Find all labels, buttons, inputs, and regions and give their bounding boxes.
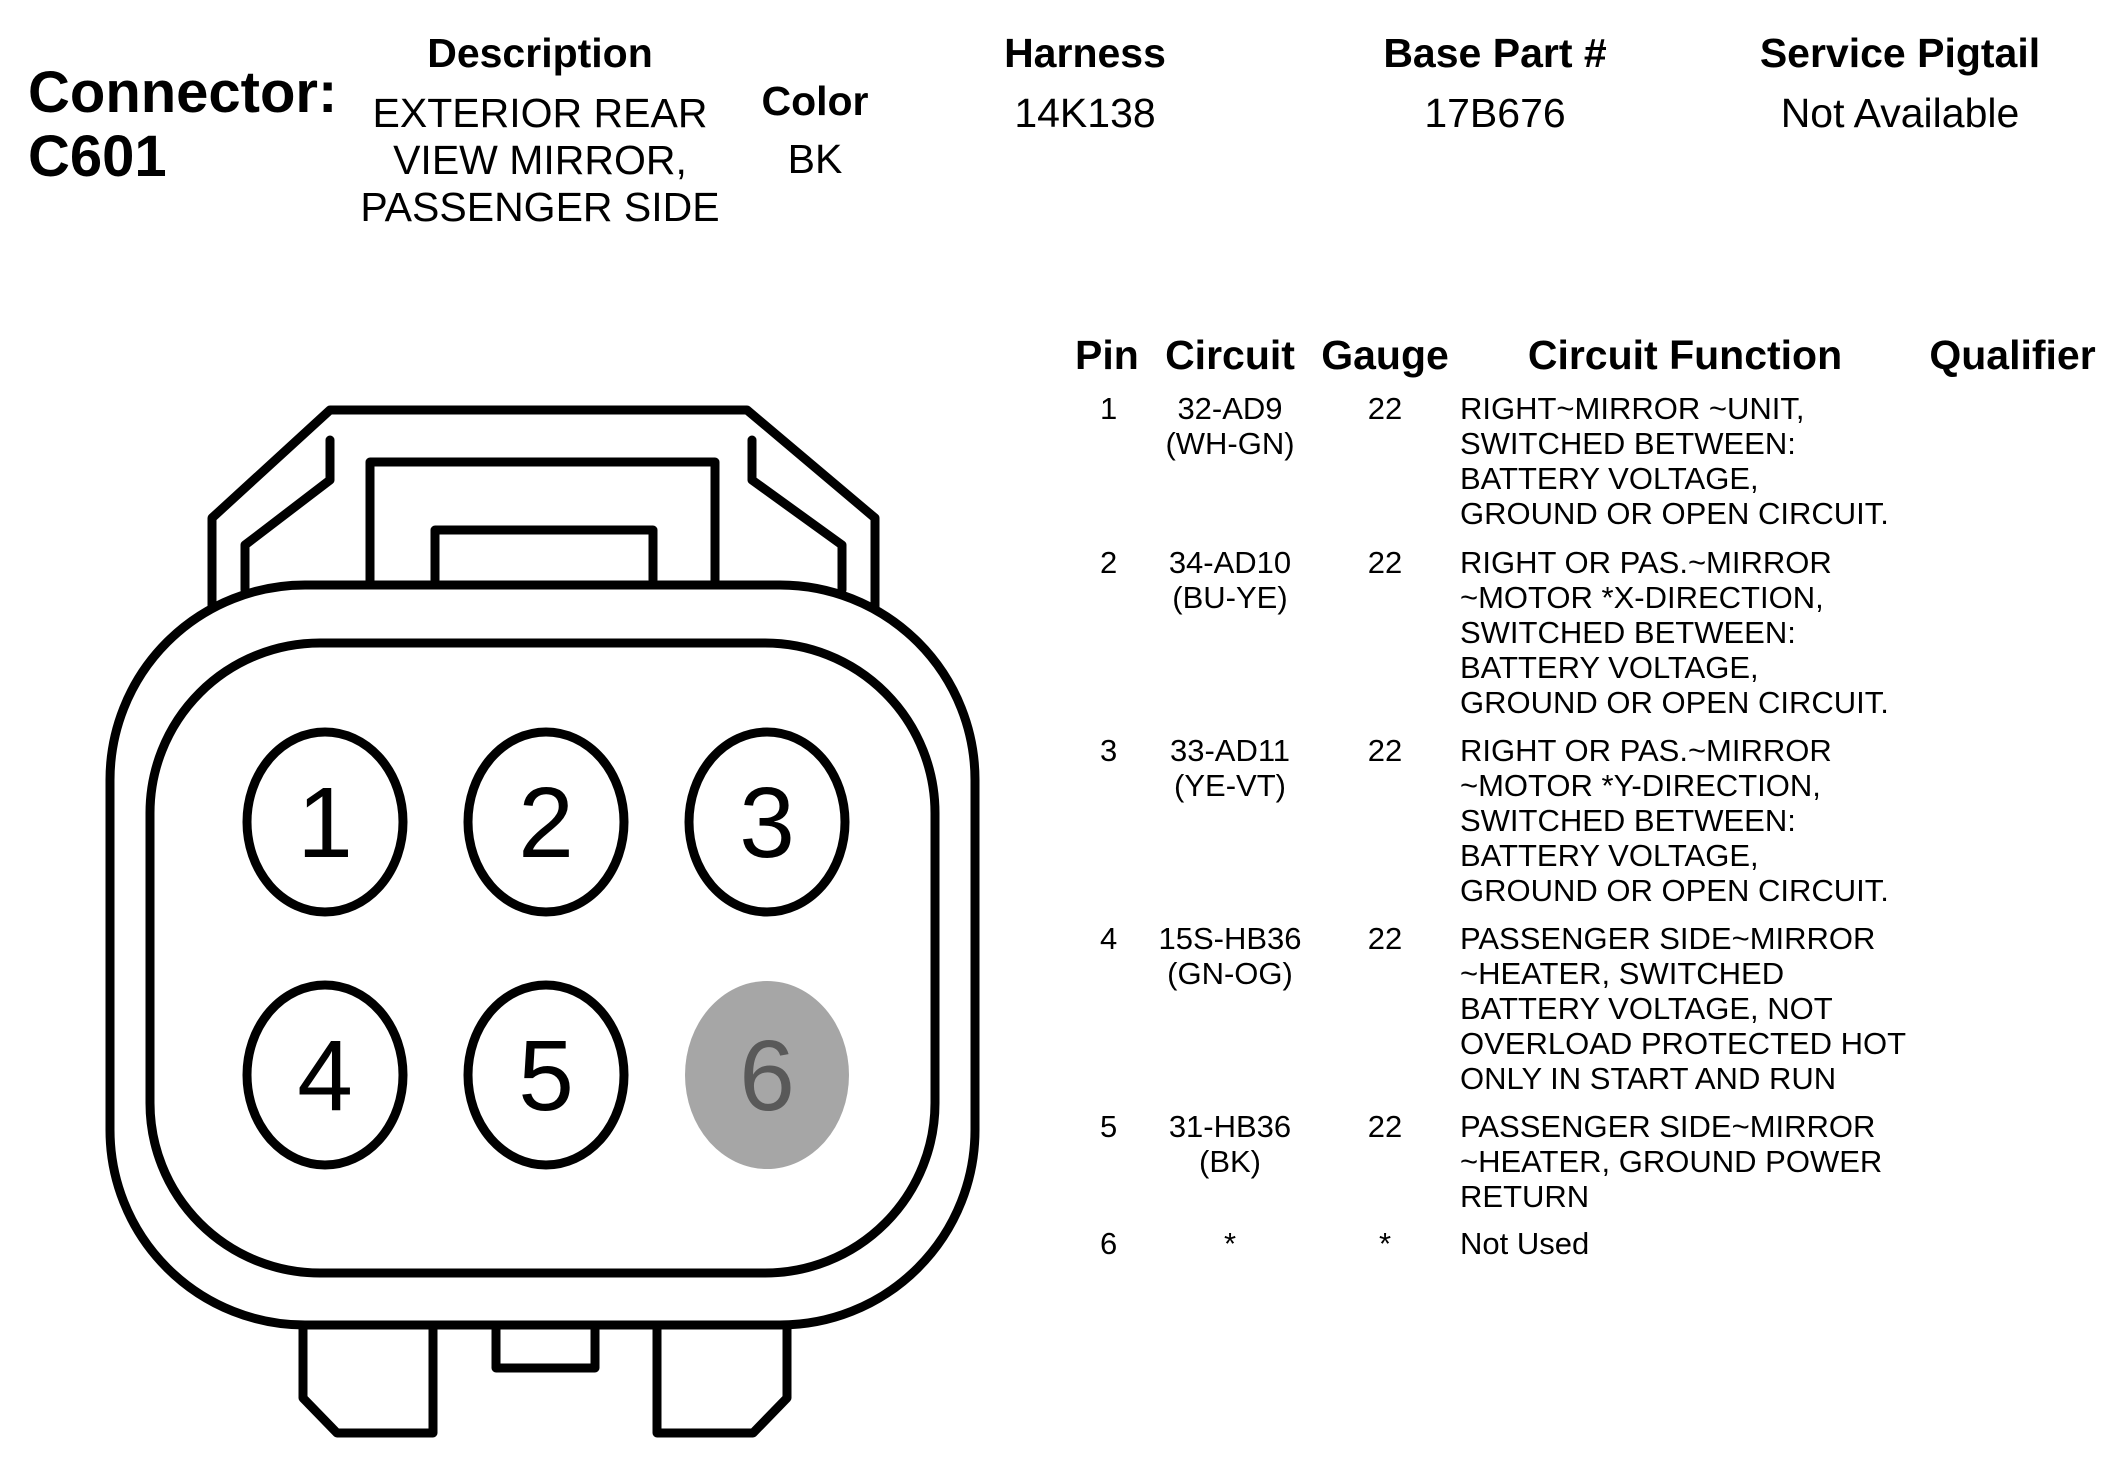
pin-1-label: 1 [297, 767, 353, 879]
latch-outline [212, 410, 875, 610]
circuit-color: (BU-YE) [1172, 580, 1288, 615]
connector-face-diagram [0, 0, 1000, 1480]
service-pigtail-value: Not Available [1780, 90, 2020, 136]
latch-left-wing [245, 440, 330, 590]
function-line: RIGHT OR PAS.~MIRROR [1460, 545, 1832, 580]
circuit-color: (GN-OG) [1167, 956, 1293, 991]
pin-2 [468, 732, 624, 912]
pin-3 [689, 732, 845, 912]
pin-3-label: 3 [739, 767, 795, 879]
circuit-function-cell [1460, 1226, 1589, 1261]
pin-5 [468, 985, 624, 1165]
circuit-color: (WH-GN) [1165, 426, 1295, 461]
function-line: ~MOTOR *X-DIRECTION, [1460, 580, 1824, 615]
pin-1 [247, 732, 403, 912]
circuit-id: * [1223, 1226, 1237, 1261]
circuit-color: (YE-VT) [1174, 768, 1286, 803]
description-label: Description [427, 30, 653, 76]
function-line: PASSENGER SIDE~MIRROR [1460, 1109, 1876, 1144]
function-line: BATTERY VOLTAGE, NOT [1460, 991, 1833, 1026]
base-part-value: 17B676 [1424, 90, 1566, 136]
connector-label: Connector: [28, 60, 338, 125]
circuit-function-cell [1460, 545, 1889, 720]
pin-number: 5 [1100, 1109, 1118, 1144]
base-part-label: Base Part # [1383, 30, 1607, 76]
function-line: PASSENGER SIDE~MIRROR [1460, 921, 1876, 956]
function-line: BATTERY VOLTAGE, [1460, 838, 1759, 873]
circuit-function-cell [1460, 733, 1889, 908]
circuit-id: 33-AD11 [1169, 733, 1291, 768]
color-label: Color [761, 78, 869, 124]
column-header-gauge: Gauge [1321, 332, 1449, 378]
function-line: GROUND OR OPEN CIRCUIT. [1460, 496, 1889, 531]
pin-number: 1 [1100, 391, 1118, 426]
gauge-cell: 22 [1367, 545, 1403, 580]
column-header-circuit: Circuit [1165, 332, 1295, 378]
pin-number: 3 [1100, 733, 1118, 768]
column-header-qualifier: Qualifier [1929, 332, 2096, 378]
circuit-color: (BK) [1199, 1144, 1261, 1179]
function-line: SWITCHED BETWEEN: [1460, 426, 1796, 461]
circuit-cell [1150, 733, 1310, 803]
pin-6-unused [685, 981, 849, 1169]
circuit-function-cell [1460, 921, 1906, 1096]
circuit-id: 34-AD10 [1168, 545, 1292, 580]
function-line: SWITCHED BETWEEN: [1460, 615, 1796, 650]
latch-tab [435, 530, 653, 580]
function-line: RIGHT~MIRROR ~UNIT, [1460, 391, 1805, 426]
connector-id: C601 [28, 124, 167, 189]
circuit-function-cell [1460, 391, 1889, 531]
function-line: BATTERY VOLTAGE, [1460, 650, 1759, 685]
pin-number: 2 [1100, 545, 1118, 580]
circuit-cell [1150, 1109, 1310, 1179]
description-line: EXTERIOR REAR [372, 90, 708, 136]
harness-value: 14K138 [1014, 90, 1156, 136]
column-header-pin: Pin [1075, 332, 1139, 378]
circuit-cell [1150, 1226, 1310, 1261]
pin-4 [247, 985, 403, 1165]
function-line: GROUND OR OPEN CIRCUIT. [1460, 685, 1889, 720]
circuit-cell [1150, 921, 1310, 991]
service-pigtail-label: Service Pigtail [1759, 30, 2041, 76]
center-key [496, 1328, 595, 1368]
circuit-id: 15S-HB36 [1158, 921, 1302, 956]
circuit-function-cell [1460, 1109, 1882, 1214]
gauge-cell: 22 [1367, 391, 1403, 426]
circuit-cell [1150, 545, 1310, 615]
pin-number: 4 [1100, 921, 1118, 956]
connector-housing [110, 585, 975, 1325]
function-line: RETURN [1460, 1179, 1590, 1214]
circuit-id: 31-HB36 [1168, 1109, 1292, 1144]
latch-right-wing [752, 440, 842, 590]
function-line: BATTERY VOLTAGE, [1460, 461, 1759, 496]
pin-4-label: 4 [297, 1020, 353, 1132]
pin-number: 6 [1100, 1226, 1118, 1261]
pin-6-label: 6 [739, 1020, 795, 1132]
pin-2-label: 2 [518, 767, 574, 879]
column-header-circuit-function: Circuit Function [1527, 332, 1843, 378]
description-line: VIEW MIRROR, [393, 137, 687, 183]
gauge-cell: * [1378, 1226, 1392, 1261]
gauge-cell: 22 [1367, 921, 1403, 956]
harness-label: Harness [1004, 30, 1166, 76]
function-line: Not Used [1460, 1226, 1590, 1261]
function-line: RIGHT OR PAS.~MIRROR [1460, 733, 1832, 768]
circuit-cell [1150, 391, 1310, 461]
circuit-id: 32-AD9 [1177, 391, 1283, 426]
function-line: GROUND OR OPEN CIRCUIT. [1460, 873, 1889, 908]
color-value: BK [787, 136, 843, 182]
function-line: ONLY IN START AND RUN [1460, 1061, 1837, 1096]
function-line: ~MOTOR *Y-DIRECTION, [1460, 768, 1821, 803]
function-line: ~HEATER, GROUND POWER [1460, 1144, 1883, 1179]
gauge-cell: 22 [1367, 1109, 1403, 1144]
function-line: OVERLOAD PROTECTED HOT [1460, 1026, 1907, 1061]
gauge-cell: 22 [1367, 733, 1403, 768]
function-line: ~HEATER, SWITCHED [1460, 956, 1785, 991]
function-line: SWITCHED BETWEEN: [1460, 803, 1796, 838]
pin-5-label: 5 [518, 1020, 574, 1132]
description-line: PASSENGER SIDE [360, 184, 720, 230]
